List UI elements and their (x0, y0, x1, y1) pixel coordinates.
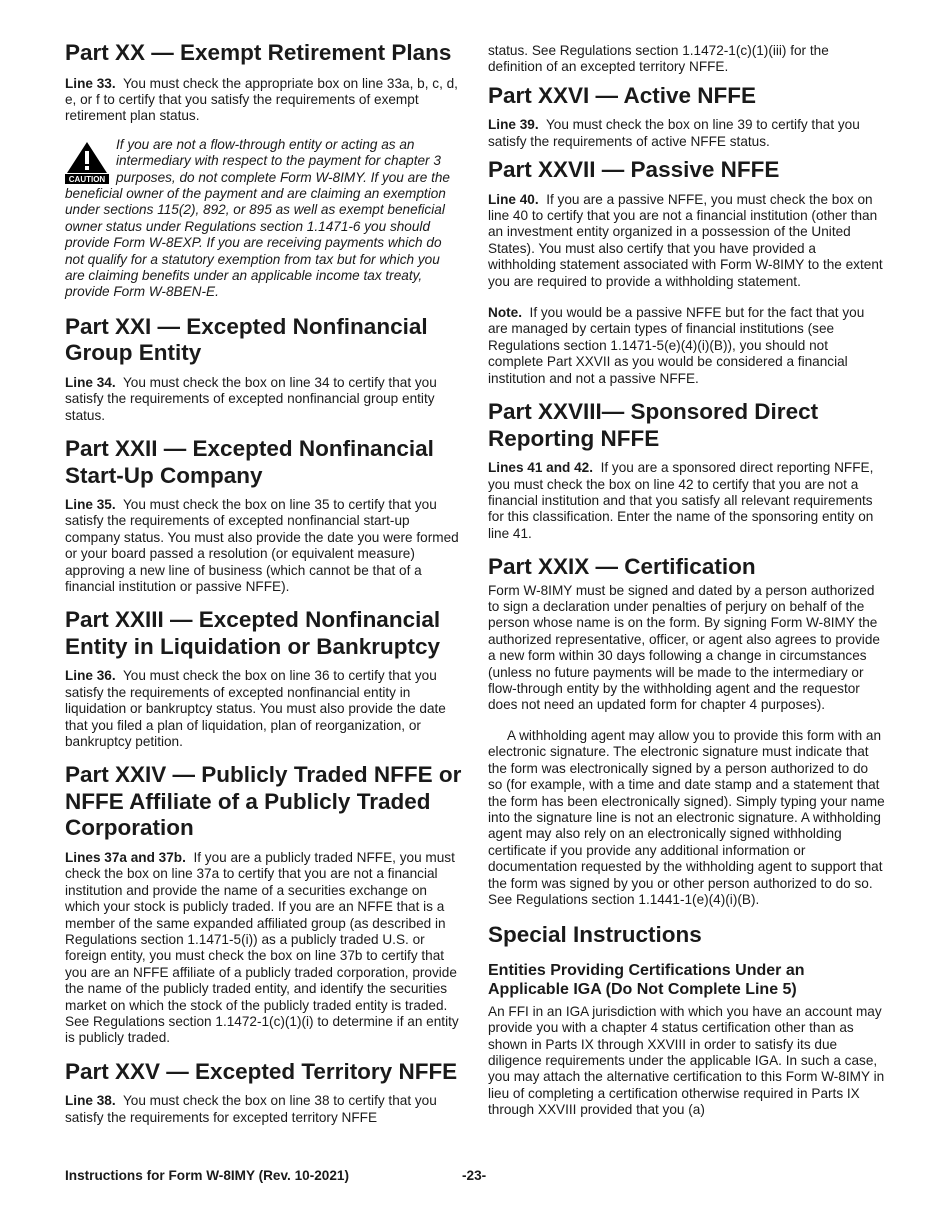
iga-paragraph: An FFI in an IGA jurisdiction with which you have an account may provide you with a chapter 4 status certification other than as shown in Parts IX through XXVIII in order to satisfy its due diligence requirements under the applicable IGA. In such a case, you may attach the alternative certification to this Form W-8IMY in lieu of completing a certification otherwise required in Parts IX through XXVIII provided that you (a) (488, 1003, 885, 1118)
lines-37-paragraph (65, 850, 463, 1047)
left-column (65, 40, 463, 1138)
certification-paragraph-1: Form W-8IMY must be signed and dated by a person authorized to sign a declaration under penalties of perjury on behalf of the person whose name is on the form. By signing Form W-8IMY the authorized representative, officer, or agent also agrees to provide a new form within 30 days following a change in circumstances (unless no future payments will be made to the intermediary or flow-through entity by the withholding agent and the requestor does not need an updated form for chapter 4 purposes). (488, 582, 880, 713)
line-34-paragraph (65, 375, 463, 424)
caution-icon-label: CAUTION (68, 174, 106, 184)
caution-block (65, 137, 463, 301)
line-38-paragraph (65, 1093, 463, 1126)
line-34-label: Line 34. (65, 374, 116, 390)
caution-text: If you are not a flow-through entity or acting as an intermediary with respect to the payment for chapter 3 purposes, do not complete Form W-8IMY. If you are the beneficial owner of the payment and are claiming an exemption under sections 115(2), 892, or 895 as well as exempt beneficial owner status under Regulations section 1.1471-6 you should provide Form W-8EXP. If you are receiving payments which do not qualify for a statutory exemption from tax but for which you are claiming benefits under an applicable income tax treaty, provide Form W-8BEN-E. (65, 136, 450, 300)
line-35-text: You must check the box on line 35 to certify that you satisfy the requirements of excepted nonfinancial start-up company status. You must also provide the date you were formed or your board passed a resolution (or equivalent measure) approving a new line of business (which cannot be that of a financial institution or passive NFFE). (65, 497, 459, 595)
line-33-paragraph (65, 76, 463, 125)
special-instructions-heading: Special Instructions (488, 922, 702, 948)
page-footer (65, 1168, 886, 1188)
right-column (488, 43, 886, 1131)
part-xxix-heading: Part XXIX — Certification (488, 554, 756, 580)
line-34-text: You must check the box on line 34 to certify that you satisfy the requirements of excepted nonfinancial group entity status. (65, 374, 437, 423)
line-39-text: You must check the box on line 39 to certify that you satisfy the requirements of active NFFE status. (488, 117, 860, 149)
line-40-text: If you are a passive NFFE, you must check the box on line 40 to certify that you are not a financial institution (other than an investment entity organized in a possession of the United States). You must also certify that you have provided a withholding statement associated with Form W-8IMY to the extent you are required to provide a withholding statement. (488, 191, 883, 289)
line-33-label: Line 33. (65, 75, 116, 91)
footer-page-number: -23- (462, 1168, 487, 1183)
lines-41-42-paragraph (488, 460, 886, 542)
part-xxii-heading: Part XXII — Excepted Nonfinancial Start-Up Company (65, 436, 434, 488)
part-xxv-continuation: status. See Regulations section 1.1472-1(c)(1)(iii) for the definition of an excepted territory NFFE. (488, 43, 829, 75)
part-xxviii-heading: Part XXVIII— Sponsored Direct Reporting NFFE (488, 399, 819, 451)
line-35-paragraph (65, 497, 463, 595)
note-text: If you would be a passive NFFE but for the fact that you are managed by certain types of financial institutions (see Regulations section 1.1471-5(e)(4)(i)(B)), you should not complete Part XXVII as you would be considered a financial institution and not a passive NFFE. (488, 305, 865, 386)
line-40-paragraph (488, 192, 886, 290)
lines-37-text: If you are a publicly traded NFFE, you must check the box on line 37a to certify that you are not a financial institution and provide the name of a securities exchange on which your stock is publicly traded. If you are an NFFE that is a member of the same expanded affiliated group (as described in Regulations section 1.1471-5(i)) as a publicly traded U.S. or foreign entity, you must check the box on line 37b to certify that you are an NFFE affiliate of a publicly traded corporation, provide the name of the publicly traded entity, and identify the securities market on which the stock of the publicly traded entity is traded. See Regulations section 1.1472-1(c)(1)(i) to determine if an entity is publicly traded. (65, 849, 459, 1046)
line-40-label: Line 40. (488, 191, 539, 207)
part-xxv-heading: Part XXV — Excepted Territory NFFE (65, 1058, 458, 1084)
part-xxvii-heading: Part XXVII — Passive NFFE (488, 157, 780, 183)
note-label: Note. (488, 305, 522, 321)
part-xxvi-heading: Part XXVI — Active NFFE (488, 82, 756, 108)
iga-subheading: Entities Providing Certifications Under an Applicable IGA (Do Not Complete Line 5) (488, 961, 805, 999)
caution-icon (65, 140, 109, 184)
line-38-text: You must check the box on line 38 to certify that you satisfy the requirements for excepted territory NFFE (65, 1093, 437, 1125)
certification-paragraph-2: A withholding agent may allow you to provide this form with an electronic signature. The electronic signature must indicate that the form was electronically signed by a person authorized to do so (for example, with a time and date stamp and a statement that the form has been electronically signed). Simply typing your name into the signature line is not an electronic signature. A withholding agent may also rely on an electronically signed withholding certificate if you provide any additional information or documentation requested by the withholding agent to support that the form was signed by you or other person authorized to do so. See Regulations section 1.1441-1(e)(4)(i)(B). (488, 727, 885, 907)
line-36-paragraph (65, 668, 463, 750)
line-35-label: Line 35. (65, 497, 116, 512)
line-36-label: Line 36. (65, 668, 116, 684)
part-xxi-heading: Part XXI — Excepted Nonfinancial Group Entity (65, 313, 428, 366)
part-xx-heading: Part XX — Exempt Retirement Plans (65, 40, 452, 65)
footer-form-title: Instructions for Form W-8IMY (Rev. 10-2021) (65, 1168, 349, 1183)
line-36-text: You must check the box on line 36 to certify that you satisfy the requirements of excepted nonfinancial entity in liquidation or bankruptcy status. You must also provide the date that you filed a plan of liquidation, plan of reorganization, or bankruptcy petition. (65, 668, 446, 750)
line-33-text: You must check the appropriate box on line 33a, b, c, d, e, or f to certify that you satisfy the requirements of exempt retirement plan status. (65, 75, 458, 124)
line-39-label: Line 39. (488, 117, 539, 133)
lines-41-42-label: Lines 41 and 42. (488, 460, 594, 476)
line-38-label: Line 38. (65, 1093, 116, 1109)
note-paragraph (488, 305, 886, 387)
lines-37-label: Lines 37a and 37b. (65, 849, 186, 865)
part-xxiii-heading: Part XXIII — Excepted Nonfinancial Entity in Liquidation or Bankruptcy (65, 607, 441, 659)
line-39-paragraph (488, 117, 886, 150)
lines-41-42-text: If you are a sponsored direct reporting NFFE, you must check the box on line 42 to certify that you are not a financial institution and that you satisfy all relevant requirements for this classification. Enter the name of the sponsoring entity on line 41. (488, 460, 874, 541)
part-xxiv-heading: Part XXIV — Publicly Traded NFFE or NFFE Affiliate of a Publicly Traded Corporation (65, 762, 462, 841)
